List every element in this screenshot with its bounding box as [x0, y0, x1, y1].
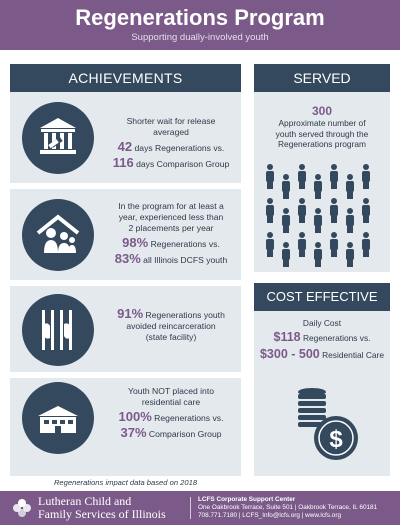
- achievement-item-residential: [10, 378, 241, 474]
- person-icon: [346, 208, 354, 233]
- contact-line: 708.771.7180 | LCFS_Info@lcfs.org | www.lcfs.org: [198, 512, 342, 519]
- achievement-line: Youth NOT placed into: [128, 386, 214, 396]
- coins-dollar-icon: [292, 372, 362, 472]
- data-source-note: Regenerations impact data based on 2018: [53, 478, 198, 487]
- person-icon: [282, 242, 290, 267]
- achievement-line: year, experienced less than: [118, 212, 224, 222]
- person-icon: [298, 198, 306, 223]
- achievements-heading-bar: [10, 64, 241, 92]
- header-banner: [0, 0, 400, 50]
- person-icon: [362, 164, 370, 189]
- footer: [0, 491, 400, 525]
- achievement-line: (state facility): [145, 332, 197, 342]
- person-icon: [362, 198, 370, 223]
- person-icon: [266, 198, 274, 223]
- org-name-line: Family Services of Illinois: [38, 507, 166, 521]
- footer-divider: [190, 497, 191, 519]
- achievement-stat: [106, 253, 236, 266]
- achievement-line: avoided reincarceration: [126, 321, 216, 331]
- cost-text: Regenerations vs.: [300, 333, 371, 343]
- achievement-stat: [106, 141, 236, 154]
- stat-number: 83%: [114, 251, 141, 266]
- achievement-stat: [106, 308, 236, 321]
- served-line: youth served through the: [275, 128, 369, 139]
- stat-number: 42: [117, 139, 133, 154]
- achievement-stat: [106, 411, 236, 424]
- stat-text: Regenerations vs.: [148, 239, 220, 249]
- achievement-line: residential care: [141, 397, 201, 407]
- achievements-heading: ACHIEVEMENTS: [68, 70, 183, 86]
- cost-line-residential: [254, 347, 390, 361]
- stat-number: 98%: [122, 235, 149, 250]
- stat-text: days Regenerations vs.: [132, 143, 225, 153]
- achievement-line: In the program for at least a: [118, 201, 224, 211]
- achievement-text-wait: [106, 116, 236, 170]
- person-icon: [330, 232, 338, 257]
- lcfs-flower-logo-icon: [10, 495, 34, 521]
- served-line: Approximate number of: [278, 118, 366, 128]
- family-house-icon: [22, 199, 94, 271]
- person-icon: [282, 208, 290, 233]
- address: One Oakbrook Terrace, Suite 501 | Oakbrook Terrace, IL 60181: [198, 504, 378, 511]
- achievement-text-residential: [106, 386, 236, 440]
- person-icon: [298, 164, 306, 189]
- stat-number: 91%: [117, 306, 144, 321]
- achievement-stat: [106, 237, 236, 250]
- achievement-stat: [106, 427, 236, 440]
- person-icon: [298, 232, 306, 257]
- cost-line-regenerations: [254, 330, 390, 344]
- page-title: Regenerations Program: [75, 5, 325, 30]
- served-heading-bar: [254, 64, 390, 92]
- stat-text: Comparison Group: [146, 429, 222, 439]
- cost-number: $118: [273, 330, 301, 344]
- courthouse-gavel-icon: [22, 102, 94, 174]
- org-name: [38, 495, 166, 521]
- person-icon: [330, 198, 338, 223]
- person-icon: [314, 208, 322, 233]
- cost-text: Residential Care: [319, 350, 385, 360]
- page-subtitle: Supporting dually-involved youth: [131, 32, 269, 43]
- achievement-item-reincarceration: [10, 286, 241, 376]
- person-icon: [314, 174, 322, 199]
- served-number: 300: [311, 104, 333, 118]
- achievement-stat: [106, 157, 236, 170]
- cost-label: Daily Cost: [302, 318, 342, 328]
- served-heading: SERVED: [293, 70, 351, 86]
- person-icon: [346, 174, 354, 199]
- cost-number: $300 - 500: [259, 347, 320, 361]
- stat-text: Regenerations vs.: [151, 413, 224, 423]
- achievement-item-wait: [10, 92, 241, 182]
- achievement-line: averaged: [153, 127, 189, 137]
- achievement-line: 2 placements per year: [128, 223, 214, 233]
- person-icon: [282, 174, 290, 199]
- person-icon: [266, 164, 274, 189]
- served-line: Regenerations program: [278, 139, 366, 149]
- cost-heading: COST EFFECTIVE: [266, 289, 378, 304]
- residential-building-icon: [22, 382, 94, 454]
- person-icon: [266, 232, 274, 257]
- achievement-text-reincarceration: [106, 308, 236, 343]
- stat-text: Regenerations youth: [143, 310, 225, 320]
- person-icon: [314, 242, 322, 267]
- center-name: LCFS Corporate Support Center: [198, 496, 296, 503]
- stat-number: 116: [112, 155, 134, 170]
- person-icon: [362, 232, 370, 257]
- achievement-line: Shorter wait for release: [126, 116, 216, 126]
- jail-bars-hands-icon: [22, 294, 94, 366]
- cost-heading-bar: [254, 283, 390, 311]
- served-description: [262, 118, 382, 150]
- people-crowd-icon: [262, 160, 382, 270]
- svg-text:$: $: [329, 426, 343, 453]
- person-icon: [346, 242, 354, 267]
- org-name-line: Lutheran Child and: [38, 494, 132, 508]
- stat-number: 100%: [118, 409, 152, 424]
- achievement-item-placements: [10, 189, 241, 279]
- stat-text: days Comparison Group: [133, 159, 230, 169]
- person-icon: [330, 164, 338, 189]
- stat-number: 37%: [120, 425, 147, 440]
- achievement-text-placements: [106, 201, 236, 266]
- stat-text: all Illinois DCFS youth: [140, 255, 228, 265]
- contact-info: [198, 496, 377, 520]
